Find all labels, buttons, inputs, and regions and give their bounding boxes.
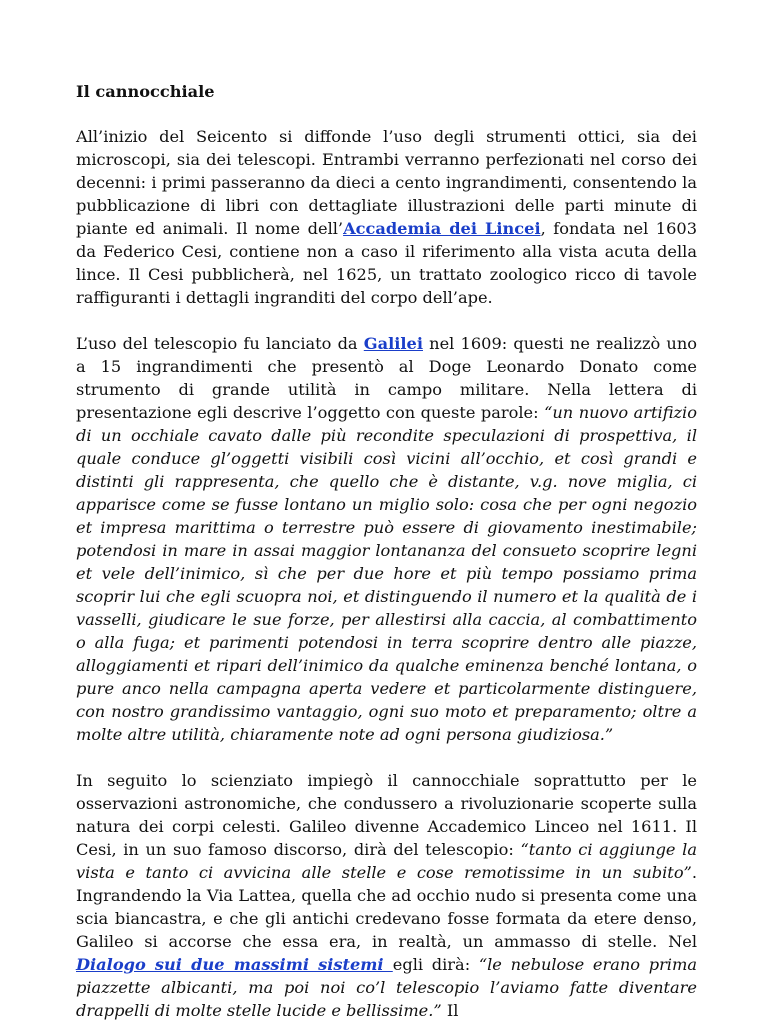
- galileo-letter-quote: “un nuovo artifizio di un occhiale cavato dalle più recondite speculazioni di prospettiva, il quale conduce gl’oggetti visibili così vicini all’occhio, et così grandi e distinti gli rappresenta, che quello che è distante, v.g. nove miglia, ci apparisce come se fusse lontano un miglio solo: cosa che per ogni negozio et impresa marittima o terrestre può essere di giovamento inestimabile; potendosi in mare in assai maggior lontananza del consueto scoprire legni et vele dell’inimico, sì che per due hore et più tempo possiamo prima scoprir lui che egli scuopra noi, et distinguendo il numero et la qualità de i vasselli, giudicare le sue forze, per allestirsi alla caccia, al combattimento o alla fuga; et parimenti potendosi in terra scoprire dentro alle piazze, alloggiamenti et ripari dell’inimico da qualche eminenza benché lontana, o pure anco nella campagna aperta vedere et particolarmente distinguere, con nostro grandissimo vantaggio, ogni suo moto et preparamento; oltre a molte altre utilità, chiaramente note ad ogni persona giudiziosa.”: [76, 403, 697, 744]
- document-page: [76, 80, 697, 1022]
- cesi-quote: “tanto ci aggiunge la vista e tanto ci avvicina alle stelle e cose remotissime in un subito”: [76, 840, 697, 882]
- paragraph-3-text-end: Il: [441, 1001, 459, 1020]
- paragraph-3-text-start: In seguito lo scienziato impiegò il cannocchiale soprattutto per le osservazioni astronomiche, che condussero a rivoluzionarie scoperte sulla natura dei corpi celesti. Galileo divenne Accademico Linceo nel 1611. Il Cesi, in un suo famoso discorso, dirà del telescopio:: [76, 771, 697, 859]
- galilei-link[interactable]: Galilei: [363, 334, 423, 353]
- paragraph-3-text-after-link: egli dirà:: [392, 955, 479, 974]
- page-title: Il cannocchiale: [76, 82, 215, 101]
- paragraph-1-text-end: , fondata nel 1603 da Federico Cesi, contiene non a caso il riferimento alla vista acuta della lince. Il Cesi pubblicherà, nel 1625, un trattato zoologico ricco di tavole raffiguranti i dettagli ingranditi del corpo dell’ape.: [76, 219, 697, 307]
- paragraph-3: [76, 769, 697, 1022]
- paragraph-2-text-start: L’uso del telescopio fu lanciato da: [76, 334, 364, 353]
- paragraph-1-text-start: All’inizio del Seicento si diffonde l’uso degli strumenti ottici, sia dei microscopi, sia dei telescopi. Entrambi verranno perfezionati nel corso dei decenni: i primi passeranno da dieci a cento ingrandimenti, consentendo la pubblicazione di libri con dettagliate illustrazioni delle parti minute di piante ed animali. Il nome dell’: [76, 127, 697, 238]
- paragraph-2-text-middle: nel 1609: questi ne realizzò uno a 15 ingrandimenti che presentò al Doge Leonardo Donato come strumento di grande utilità in campo militare. Nella lettera di presentazione egli descrive l’oggetto con queste parole:: [76, 334, 698, 422]
- nebulose-quote: “le nebulose erano prima piazzette albicanti, ma poi noi co’l telescopio l’aviamo fatte diventare drappelli di molte stelle lucide e bellissime.”: [76, 955, 697, 1020]
- paragraph-1: [76, 125, 697, 309]
- paragraph-2: [76, 332, 697, 746]
- dialogo-link[interactable]: Dialogo sui due massimi sistemi: [76, 955, 393, 974]
- accademia-dei-lincei-link[interactable]: Accademia dei Lincei: [343, 219, 541, 238]
- paragraph-3-text-middle: . Ingrandendo la Via Lattea, quella che ad occhio nudo si presenta come una scia biancastra, e che gli antichi credevano fosse formata da etere denso, Galileo si accorse che essa era, in realtà, un ammasso di stelle. Nel: [76, 863, 697, 951]
